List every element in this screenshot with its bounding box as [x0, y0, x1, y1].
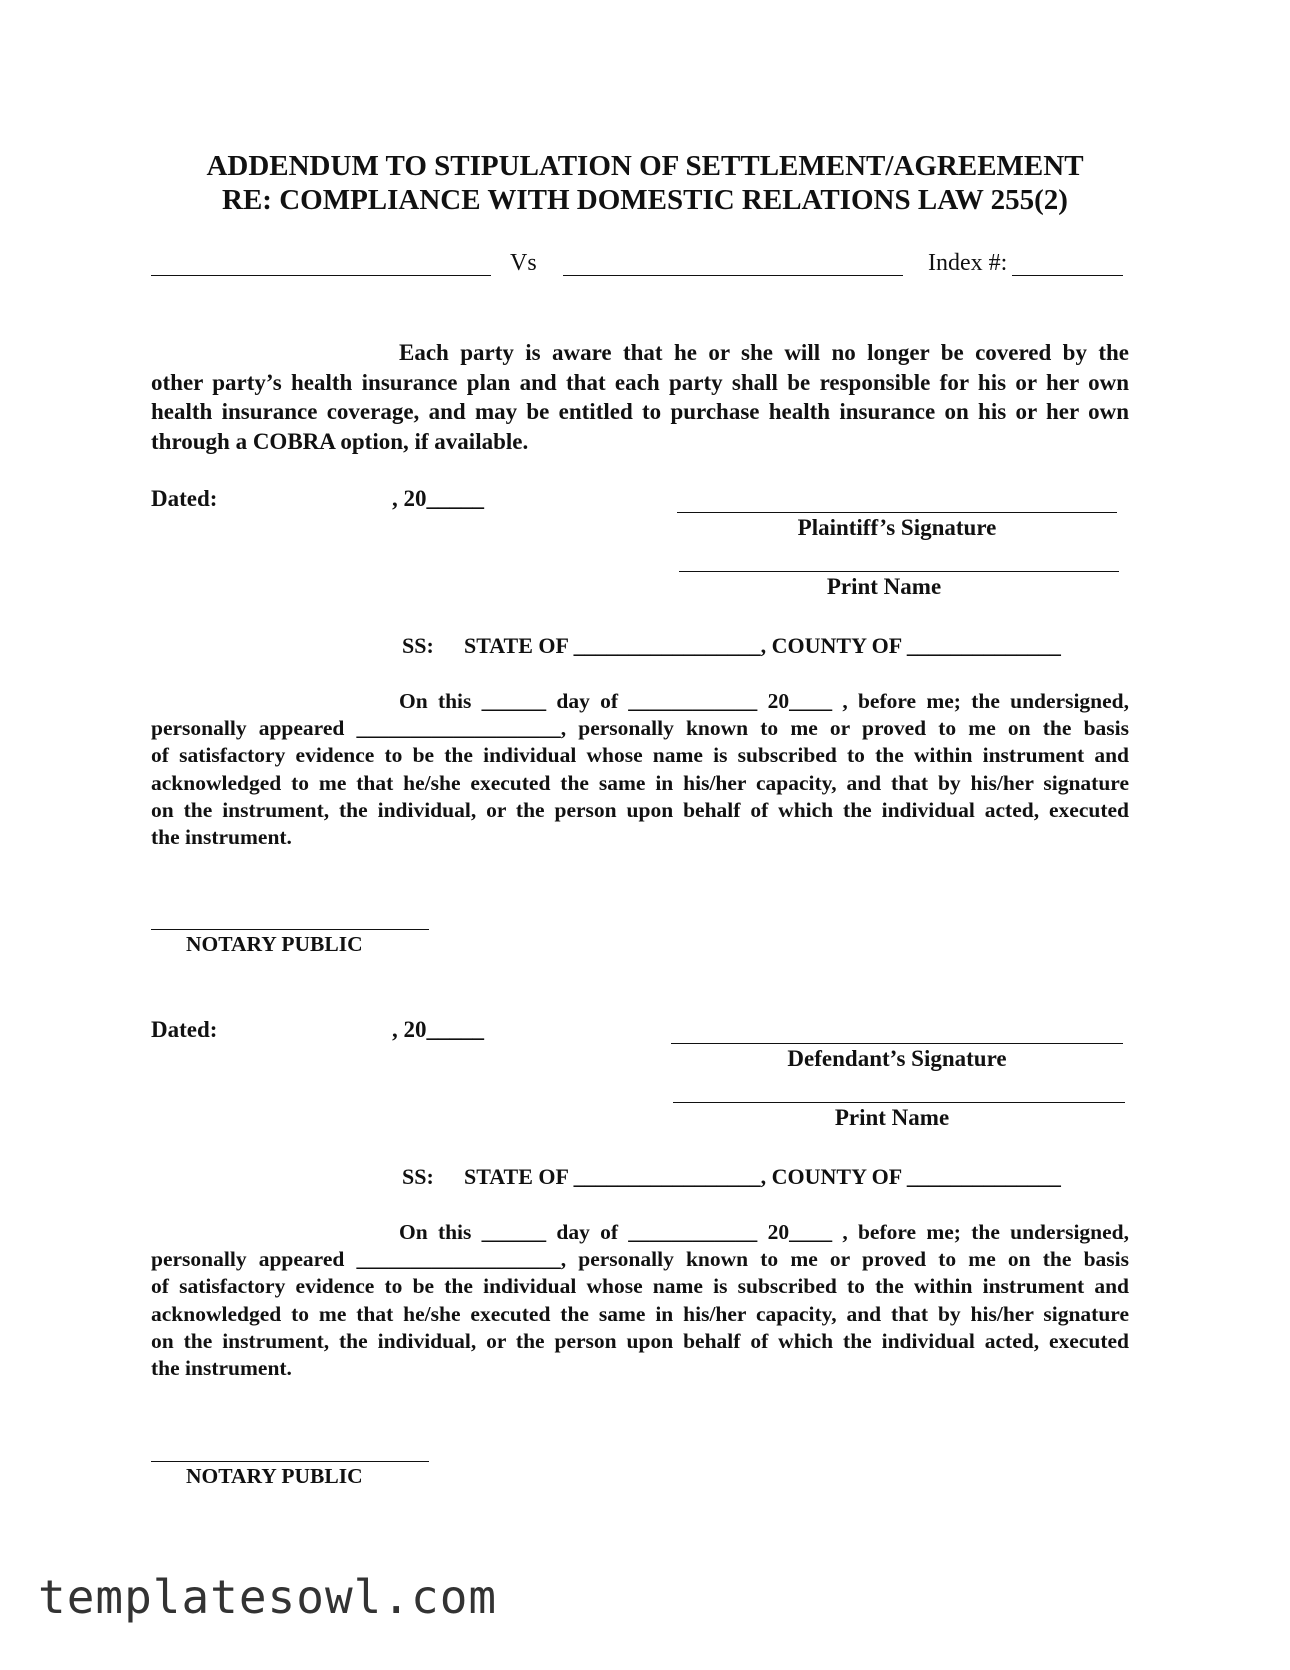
plaintiff-ss-label: SS: [402, 633, 434, 658]
defendant-signature-line[interactable] [671, 1043, 1123, 1044]
statement-line: Each party is aware that he or she will no longer be covered by the [399, 340, 1129, 365]
statement-line: through a COBRA option, if available. [151, 428, 529, 454]
defendant-year-field[interactable]: , 20_____ [392, 1017, 484, 1042]
defendant-name-blank[interactable] [563, 275, 903, 276]
ack-line: On this ______ day of ____________ 20____ , before me; the undersigned, [399, 689, 1129, 713]
ack-line: on the instrument, the individual, or the person upon behalf of which the individual acted, executed [151, 797, 1129, 822]
defendant-notary-label: NOTARY PUBLIC [186, 1464, 363, 1488]
plaintiff-notary-signature-line[interactable] [151, 929, 429, 930]
document-title-line2: RE: COMPLIANCE WITH DOMESTIC RELATIONS LAW 255(2) [222, 184, 1068, 216]
ack-line: the instrument. [151, 1356, 292, 1381]
index-label: Index #: [928, 250, 1008, 276]
plaintiff-acknowledgment [151, 688, 1129, 851]
index-number-blank[interactable] [1012, 275, 1123, 276]
plaintiff-notary-label: NOTARY PUBLIC [186, 932, 363, 956]
defendant-dated-label: Dated: [151, 1017, 218, 1042]
plaintiff-signature-label: Plaintiff’s Signature [797, 515, 997, 540]
defendant-signature-label: Defendant’s Signature [787, 1046, 1007, 1071]
ack-line: personally appeared ___________________, personally known to me or proved to me on the basis [151, 1247, 1129, 1272]
defendant-print-name-label: Print Name [834, 1105, 950, 1130]
statement-line: health insurance coverage, and may be entitled to purchase health insurance on his or her own [151, 399, 1129, 424]
ack-line: the instrument. [151, 825, 292, 850]
health-insurance-statement [151, 338, 1129, 456]
ack-line: personally appeared ___________________, personally known to me or proved to me on the basis [151, 716, 1129, 741]
statement-line: other party’s health insurance plan and that each party shall be responsible for his or her own [151, 369, 1129, 395]
ack-line: on the instrument, the individual, or the person upon behalf of which the individual acted, executed [151, 1328, 1129, 1353]
ack-line: On this ______ day of ____________ 20____ , before me; the undersigned, [399, 1220, 1129, 1244]
plaintiff-signature-line[interactable] [677, 512, 1117, 513]
defendant-state-county[interactable]: STATE OF _________________, COUNTY OF ______________ [464, 1164, 1061, 1189]
defendant-notary-signature-line[interactable] [151, 1461, 429, 1462]
plaintiff-print-name-line[interactable] [679, 571, 1119, 572]
defendant-print-name-line[interactable] [673, 1102, 1125, 1103]
caption-vs: Vs [510, 250, 537, 276]
plaintiff-year-field[interactable]: , 20_____ [392, 486, 484, 511]
plaintiff-print-name-label: Print Name [826, 574, 942, 599]
ack-line: of satisfactory evidence to be the individual whose name is subscribed to the within instrument and [151, 1274, 1129, 1299]
plaintiff-dated-label: Dated: [151, 486, 218, 511]
ack-line: acknowledged to me that he/she executed the same in his/her capacity, and that by his/her signature [151, 1301, 1129, 1326]
plaintiff-state-county[interactable]: STATE OF _________________, COUNTY OF ______________ [464, 633, 1061, 658]
ack-line: of satisfactory evidence to be the individual whose name is subscribed to the within instrument and [151, 743, 1129, 768]
ack-line: acknowledged to me that he/she executed the same in his/her capacity, and that by his/her signature [151, 770, 1129, 795]
plaintiff-name-blank[interactable] [151, 275, 491, 276]
site-watermark: templatesowl.com [38, 1570, 498, 1624]
defendant-ss-label: SS: [402, 1164, 434, 1189]
document-title-line1: ADDENDUM TO STIPULATION OF SETTLEMENT/AGREEMENT [206, 150, 1084, 182]
defendant-acknowledgment [151, 1219, 1129, 1382]
